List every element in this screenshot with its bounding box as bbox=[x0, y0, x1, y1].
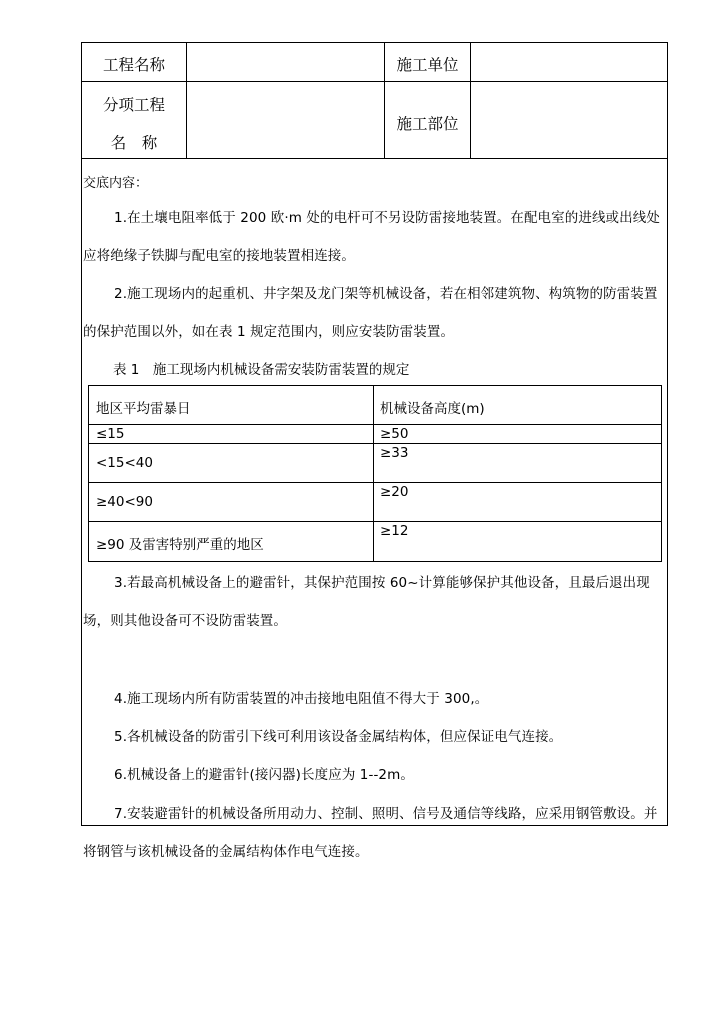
paragraph-2: 2.施工现场内的起重机、井字架及龙门架等机械设备，若在相邻建筑物、构筑物的防雷装置的保护范围以外，如在表 1 规定范围内，则应安装防雷装置。 bbox=[83, 286, 658, 340]
paragraph-5: 5.各机械设备的防雷引下线可利用该设备金属结构体，但应保证电气连接。 bbox=[114, 729, 563, 745]
intro-label: 交底内容： bbox=[83, 176, 149, 191]
table-header-equipment-height: 机械设备高度(m) bbox=[380, 401, 485, 417]
construction-unit-label: 施工单位 bbox=[396, 56, 459, 74]
table-cell: ≥33 bbox=[380, 445, 409, 461]
header-col-line-3 bbox=[470, 43, 471, 159]
table-cell: <15<40 bbox=[96, 455, 153, 471]
table-cell: ≥40<90 bbox=[96, 494, 153, 510]
table-cell: ≤15 bbox=[96, 426, 125, 442]
table-cell: ≥12 bbox=[380, 523, 409, 539]
project-name-label: 工程名称 bbox=[102, 56, 165, 74]
table-cell: ≥50 bbox=[380, 426, 409, 442]
table-cell: ≥20 bbox=[380, 484, 409, 500]
paragraph-3: 3.若最高机械设备上的避雷针，其保护范围按 60~计算能够保护其他设备，且最后退出现场，则其他设备可不设防雷装置。 bbox=[83, 575, 650, 629]
table-header-row bbox=[89, 386, 661, 425]
table-row bbox=[89, 425, 661, 444]
table-caption: 表 1 施工现场内机械设备需安装防雷装置的规定 bbox=[113, 362, 410, 378]
paragraph-1: 1.在土壤电阻率低于 200 欧·m 处的电杆可不另设防雷接地装置。在配电室的进线或出线处应将绝缘子铁脚与配电室的接地装置相连接。 bbox=[83, 210, 660, 264]
header-divider-2 bbox=[82, 158, 667, 159]
paragraph-4: 4.施工现场内所有防雷装置的冲击接地电阻值不得大于 300,。 bbox=[114, 691, 489, 707]
table-row bbox=[89, 483, 661, 522]
table-header-thunder-days: 地区平均雷暴日 bbox=[96, 401, 191, 417]
sub-project-label-line1: 分项工程 bbox=[102, 96, 165, 114]
construction-part-label: 施工部位 bbox=[396, 115, 459, 133]
table-row bbox=[89, 444, 661, 483]
header-divider-1 bbox=[82, 81, 667, 82]
paragraph-7: 7.安装避雷针的机械设备所用动力、控制、照明、信号及通信等线路，应采用钢管敷设。并将钢管与该机械设备的金属结构体作电气连接。 bbox=[83, 806, 658, 860]
paragraph-6: 6.机械设备上的避雷针(接闪器)长度应为 1--2m。 bbox=[114, 767, 414, 783]
disclosure-form bbox=[81, 42, 668, 860]
sub-project-label-line2: 名 称 bbox=[110, 134, 158, 152]
table-cell: ≥90 及雷害特别严重的地区 bbox=[96, 537, 264, 553]
header-col-line-1 bbox=[186, 43, 187, 159]
table-row bbox=[89, 522, 661, 561]
lightning-table bbox=[88, 385, 662, 562]
